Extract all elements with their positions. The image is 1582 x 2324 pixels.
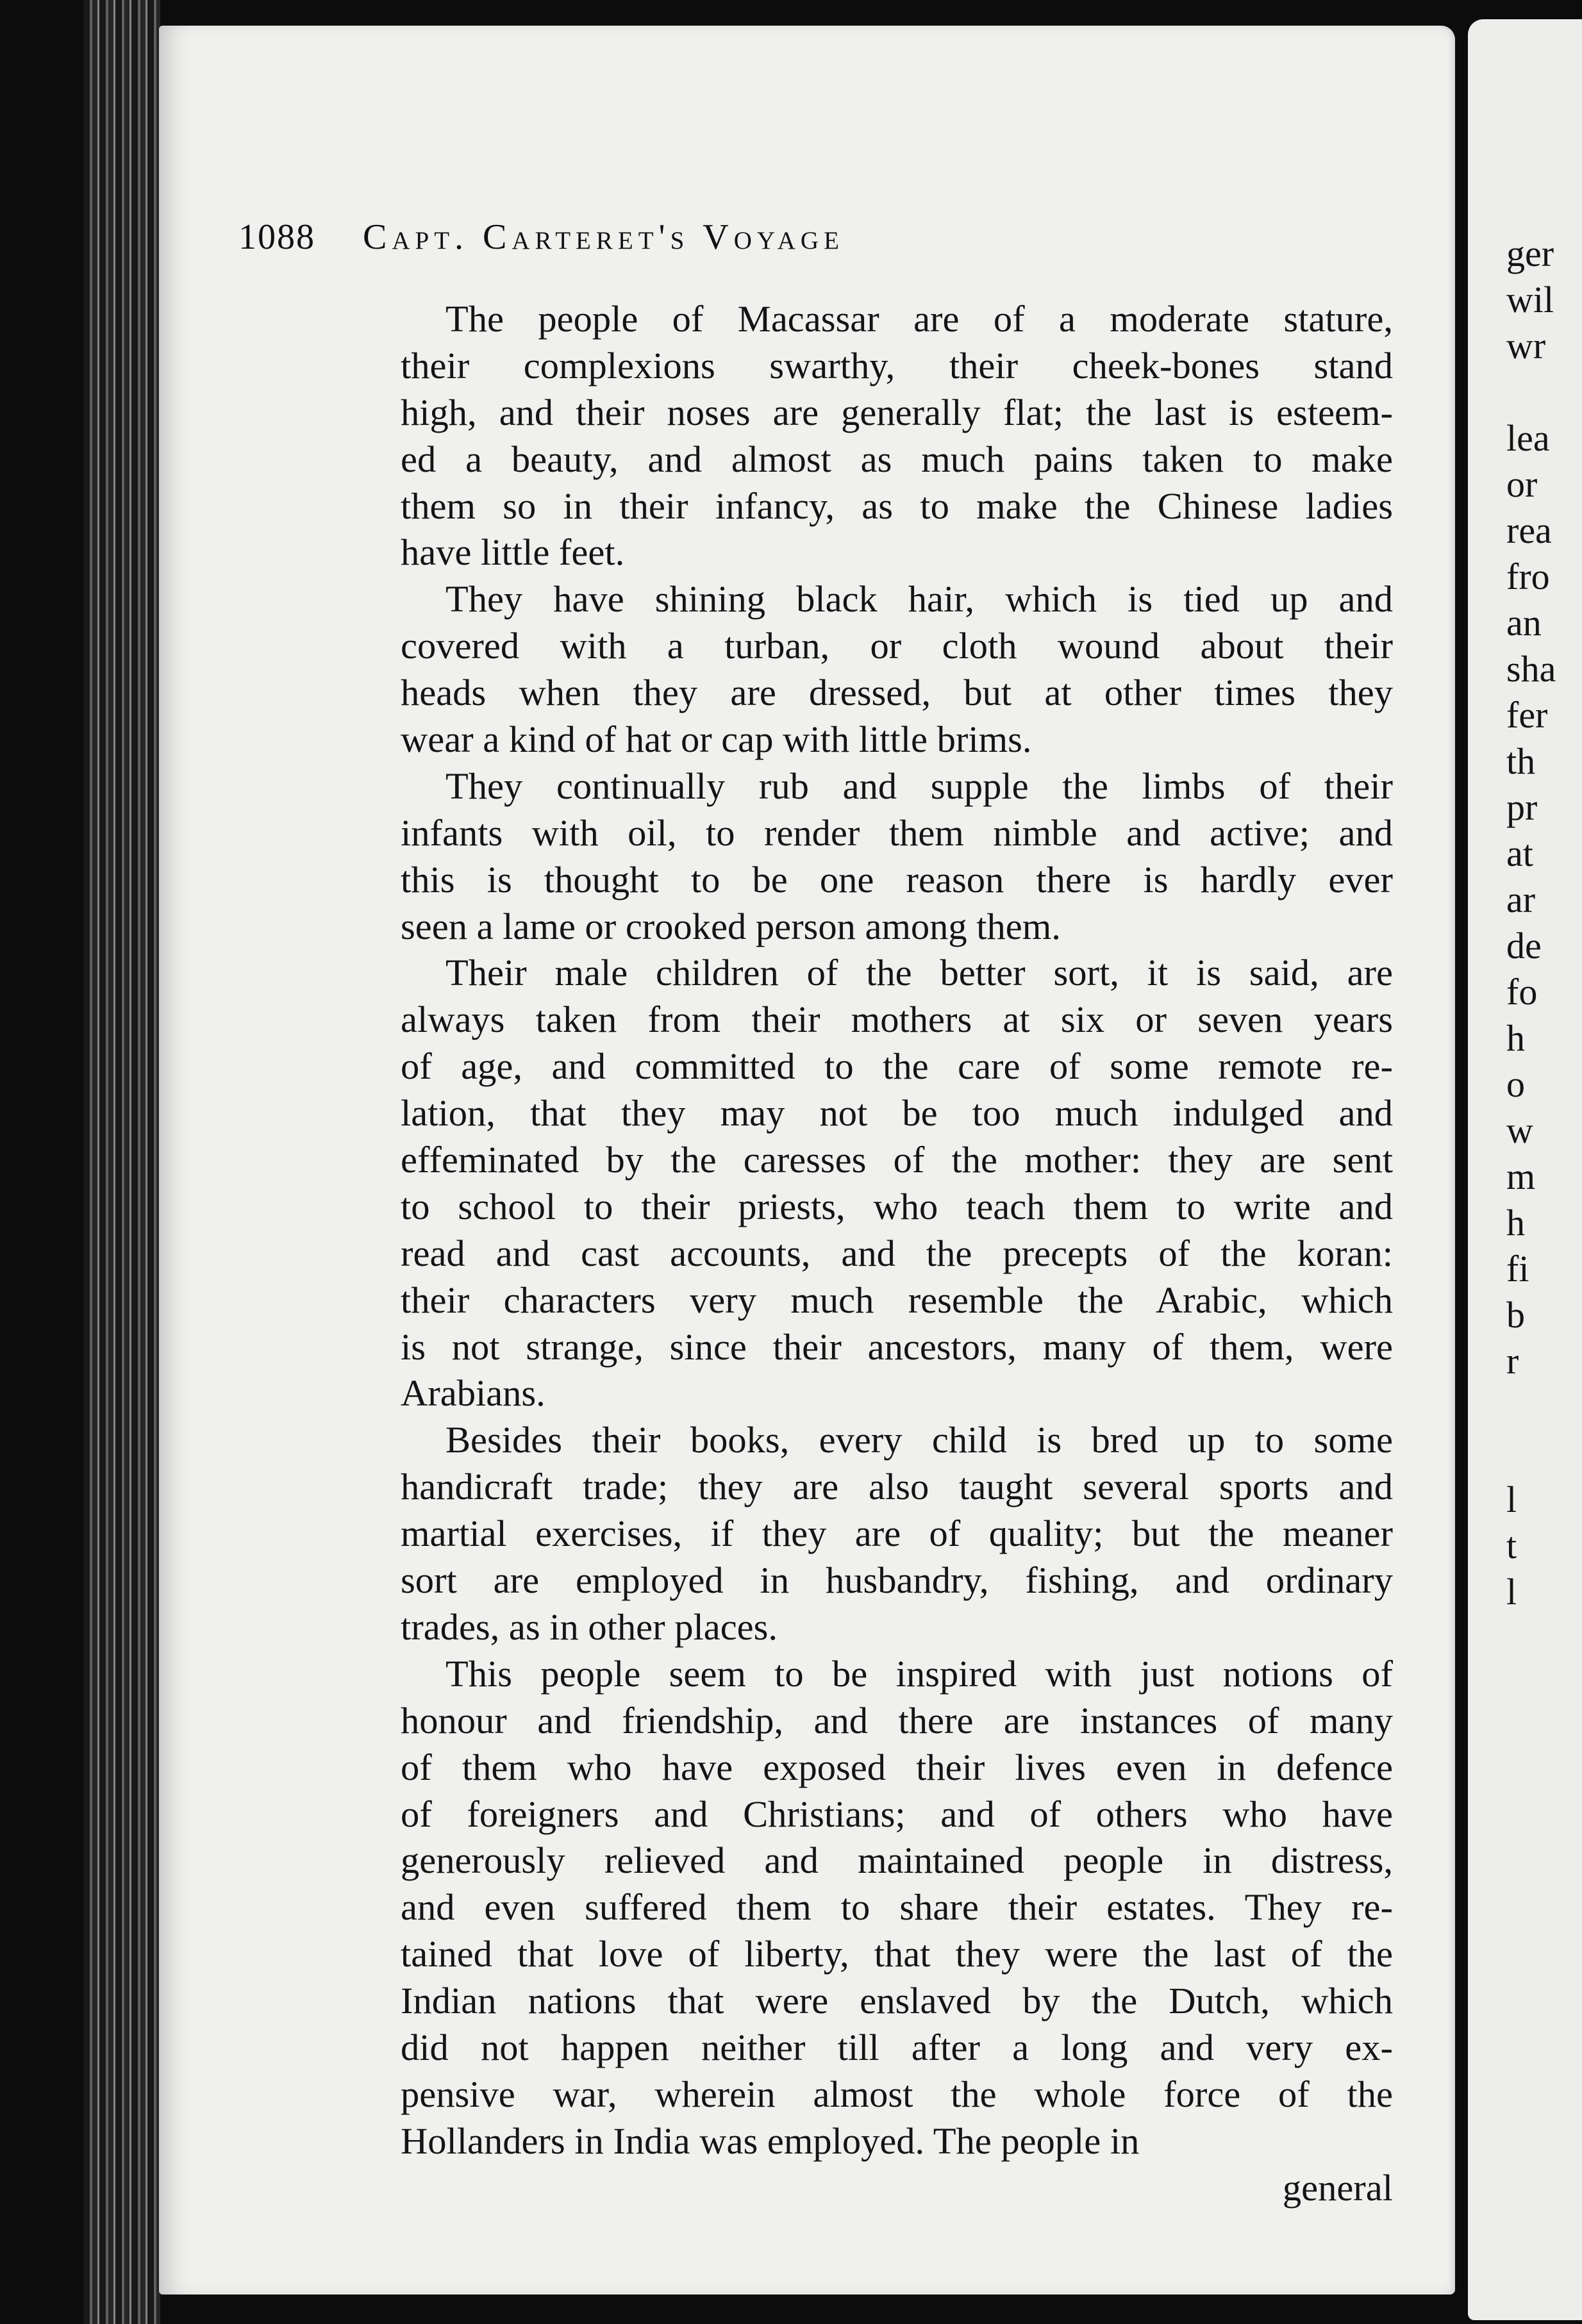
text-line: and even suffered them to share their estates. They re- [401, 1886, 1393, 1929]
facing-line-fragment: an [1506, 602, 1542, 643]
facing-line-fragment: pr [1506, 786, 1538, 828]
paragraph [401, 950, 1393, 1417]
facing-line-fragment: sha [1506, 648, 1556, 690]
facing-line-fragment: l [1506, 1479, 1517, 1520]
facing-line-fragment: lea [1506, 417, 1550, 459]
paragraph [401, 1417, 1393, 1650]
page-number: 1088 [238, 217, 315, 257]
facing-line-fragment [1506, 369, 1556, 415]
facing-line-fragment: wil [1506, 279, 1554, 320]
text-line: They continually rub and supple the limbs of their [445, 765, 1393, 807]
text-line: wear a kind of hat or cap with little brims. [401, 718, 1032, 761]
text-line: The people of Macassar are of a moderate stature, [445, 298, 1393, 340]
text-line: infants with oil, to render them nimble and active; and [401, 811, 1393, 854]
facing-line-fragment [1506, 1384, 1556, 1431]
text-line: read and cast accounts, and the precepts of the koran: [401, 1232, 1393, 1274]
paragraph [401, 763, 1393, 950]
text-line: this is thought to be one reason there is hardly ever [401, 858, 1393, 901]
text-line: high, and their noses are generally flat; the last is esteem- [401, 391, 1393, 433]
facing-line-fragment: ar [1506, 879, 1536, 920]
facing-line-fragment: t [1506, 1525, 1517, 1566]
paragraph [401, 296, 1393, 576]
catchword: general [1282, 2166, 1393, 2209]
page-header [238, 217, 1264, 274]
text-line: generously relieved and maintained people in distress, [401, 1839, 1393, 1882]
facing-line-fragment: de [1506, 925, 1542, 967]
text-line: heads when they are dressed, but at other times they [401, 672, 1393, 714]
body-text [401, 296, 1393, 2212]
text-line: martial exercises, if they are of quality; but the meaner [401, 1513, 1393, 1555]
paragraph [401, 576, 1393, 763]
running-head: Capt. Carteret's Voyage [363, 217, 844, 257]
text-line: of foreigners and Christians; and of others who have [401, 1793, 1393, 1835]
facing-line-fragment [1506, 1431, 1556, 1477]
facing-line-fragment: at [1506, 833, 1533, 874]
text-line: their characters very much resemble the Arabic, which [401, 1279, 1393, 1321]
facing-line-fragment: r [1506, 1340, 1519, 1382]
text-line: is not strange, since their ancestors, many of them, were [401, 1325, 1393, 1368]
facing-line-fragment: h [1506, 1017, 1525, 1059]
text-line: honour and friendship, and there are instances of many [401, 1699, 1393, 1741]
facing-line-fragment: fi [1506, 1248, 1529, 1290]
facing-line-fragment: fer [1506, 694, 1548, 736]
facing-line-fragment: h [1506, 1202, 1525, 1243]
text-line: did not happen neither till after a long and very ex- [401, 2026, 1393, 2068]
facing-line-fragment: wr [1506, 325, 1546, 367]
text-line: of age, and committed to the care of some remote re- [401, 1045, 1393, 1088]
text-line: pensive war, wherein almost the whole force of the [401, 2073, 1393, 2115]
text-line: Arabians. [401, 1372, 545, 1415]
facing-line-fragment: l [1506, 1571, 1517, 1613]
text-line: effeminated by the caresses of the mother: they are sent [401, 1139, 1393, 1181]
text-line: to school to their priests, who teach them to write and [401, 1185, 1393, 1227]
text-line: handicraft trade; they are also taught several sports and [401, 1466, 1393, 1508]
facing-page [1468, 19, 1582, 2320]
text-line: have little feet. [401, 531, 625, 574]
facing-page-text [1506, 231, 1556, 1615]
text-line: This people seem to be inspired with just notions of [445, 1652, 1393, 1695]
facing-line-fragment: fo [1506, 971, 1538, 1013]
text-line: covered with a turban, or cloth wound about their [401, 625, 1393, 667]
text-line: They have shining black hair, which is tied up and [445, 578, 1393, 620]
text-line: them so in their infancy, as to make the Chinese ladies [401, 485, 1393, 527]
text-line: of them who have exposed their lives even in defence [401, 1746, 1393, 1788]
text-line: Besides their books, every child is bred up to some [445, 1419, 1393, 1461]
text-line: lation, that they may not be too much indulged and [401, 1092, 1393, 1134]
facing-line-fragment: o [1506, 1063, 1525, 1105]
facing-line-fragment: ger [1506, 233, 1554, 274]
facing-line-fragment: or [1506, 463, 1538, 505]
text-line: Indian nations that were enslaved by the Dutch, which [401, 1980, 1393, 2022]
text-line: Their male children of the better sort, it is said, are [445, 952, 1393, 994]
text-line: ed a beauty, and almost as much pains taken to make [401, 438, 1393, 480]
page-edges [83, 0, 160, 2324]
facing-line-fragment: rea [1506, 510, 1552, 551]
text-line: Hollanders in India was employed. The people in [401, 2120, 1140, 2162]
text-line: always taken from their mothers at six or seven years [401, 999, 1393, 1041]
text-line: tained that love of liberty, that they were the last of the [401, 1933, 1393, 1975]
paragraph [401, 1651, 1393, 2165]
facing-line-fragment: m [1506, 1156, 1536, 1197]
text-line: sort are employed in husbandry, fishing, and ordinary [401, 1559, 1393, 1602]
facing-line-fragment: fro [1506, 556, 1550, 597]
facing-line-fragment: b [1506, 1294, 1525, 1336]
facing-line-fragment: w [1506, 1109, 1533, 1151]
text-line: seen a lame or crooked person among them. [401, 905, 1061, 947]
text-line: trades, as in other places. [401, 1606, 778, 1648]
text-line: their complexions swarthy, their cheek-bones stand [401, 344, 1393, 386]
facing-line-fragment: th [1506, 740, 1536, 782]
